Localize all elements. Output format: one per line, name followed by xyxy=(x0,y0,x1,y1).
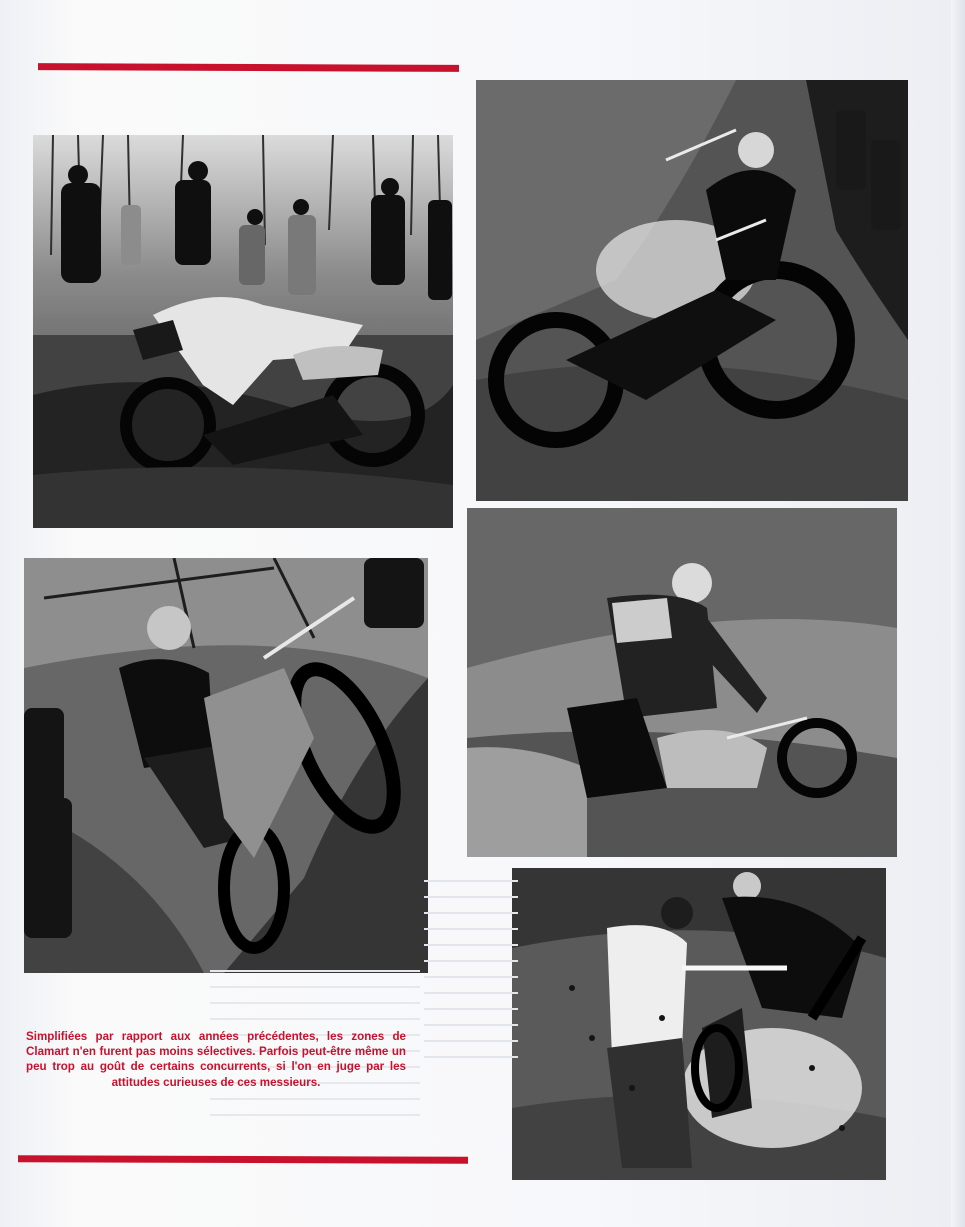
page-edge xyxy=(951,0,965,1227)
photo-two-men-pulling-bike xyxy=(512,868,886,1180)
photo-motorcycle-climbing-bank xyxy=(476,80,908,501)
bottom-red-rule xyxy=(18,1155,468,1164)
caption-text: Simplifiées par rapport aux années précédentes, les zones de Clamart n'en furent pas moins sélectives. Parfois peut-être même un peu trop au goût de certains concurrents, si l'on en juge par les attitudes curieuses de ces messieurs. xyxy=(26,1030,406,1089)
photo-rider-in-gully xyxy=(24,558,428,973)
photo-caption xyxy=(26,1029,406,1090)
photo-rider-pushing-motorcycle xyxy=(33,135,453,528)
show-through-text xyxy=(424,880,518,1110)
top-red-rule xyxy=(38,63,459,72)
photo-rider-beside-fallen-bike xyxy=(467,508,897,857)
